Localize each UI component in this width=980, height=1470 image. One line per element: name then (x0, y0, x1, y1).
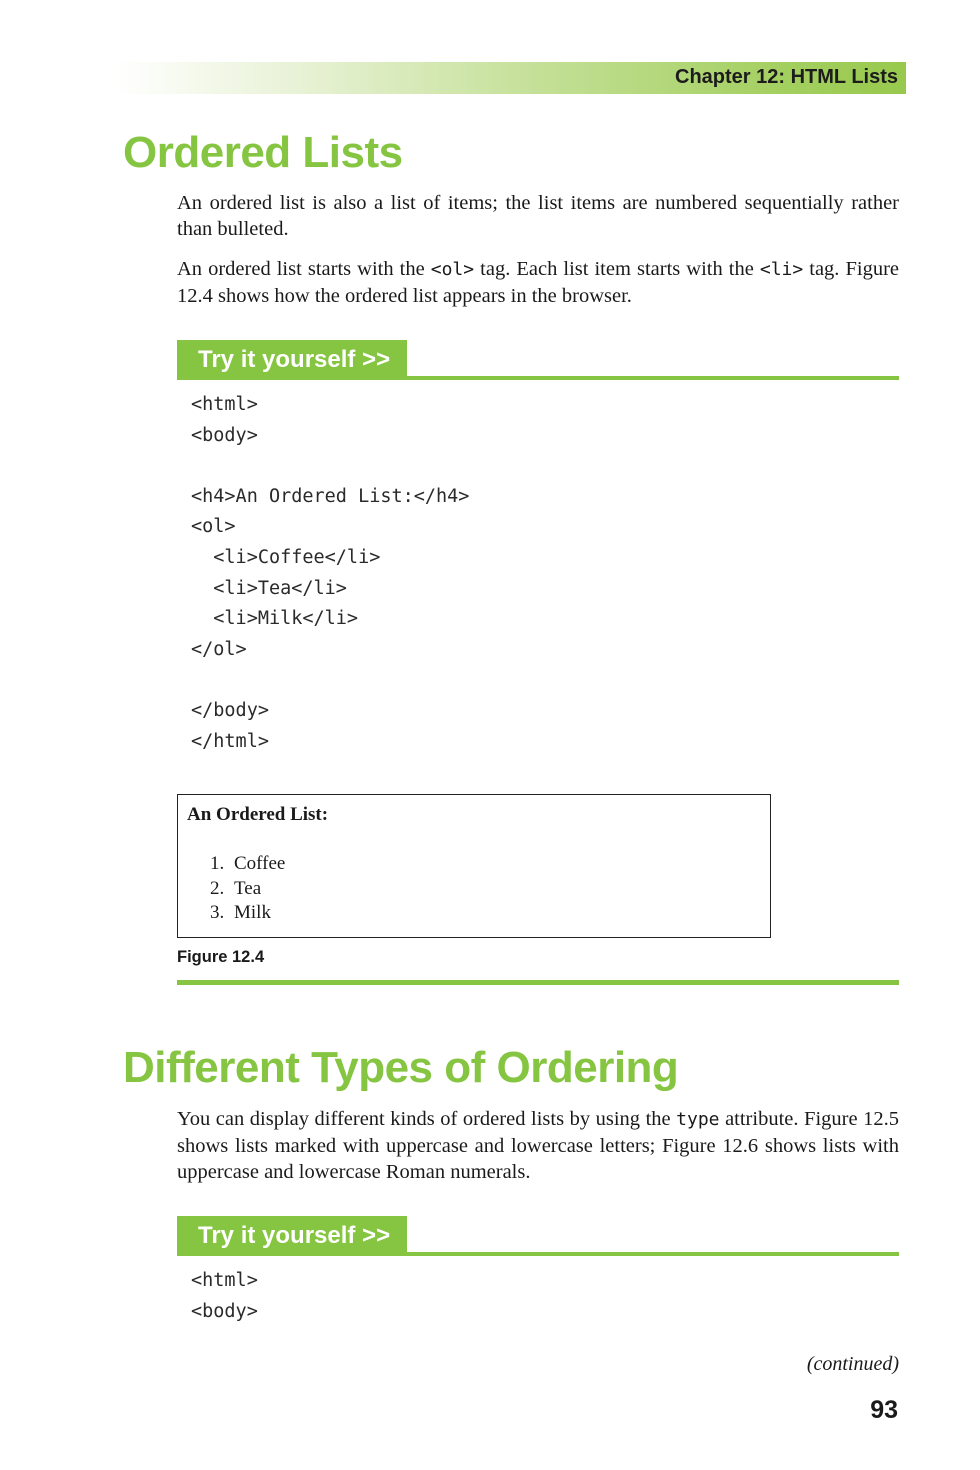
try-it-yourself-banner (177, 1216, 899, 1256)
inline-code-li: <li> (759, 259, 804, 280)
list-item (210, 901, 285, 926)
figure-caption: Figure 12.4 (177, 948, 265, 966)
page-number: 93 (870, 1396, 898, 1424)
chapter-header-bar (115, 62, 906, 94)
code-line: <li>Tea</li> (191, 577, 347, 599)
code-line (191, 451, 469, 482)
banner-rule (407, 376, 899, 380)
code-line: <li>Milk</li> (191, 608, 359, 630)
inline-code-type: type (676, 1109, 720, 1130)
text-span: An ordered list starts with the (177, 258, 431, 280)
code-line: </body> (191, 699, 269, 721)
text-span: tag. Figure 12.4 shows how the ordered list appears in the browser. (177, 258, 899, 307)
figure-browser-output (177, 794, 771, 938)
text-span: attribute. Figure 12.5 shows lists marked with uppercase and lowercase letters; Figure 12.6 shows lists with uppercase and lowercase Roman numerals. (177, 1108, 899, 1183)
code-line: <li>Coffee</li> (191, 546, 381, 568)
code-example-2 (191, 1266, 258, 1327)
list-item-text: Coffee (234, 853, 286, 874)
figure-divider (177, 980, 899, 985)
inline-code-ol: <ol> (430, 259, 475, 280)
try-it-yourself-label: Try it yourself >> (177, 340, 407, 380)
try-it-yourself-banner (177, 340, 899, 380)
try-it-yourself-label: Try it yourself >> (177, 1216, 407, 1256)
continued-note: (continued) (806, 1353, 899, 1375)
code-line (191, 665, 469, 696)
code-line: <html> (191, 1270, 258, 1291)
code-line: <ol> (191, 516, 236, 538)
code-line: <h4>An Ordered List:</h4> (191, 485, 470, 507)
code-line: </html> (191, 730, 269, 752)
code-line: <html> (191, 394, 258, 415)
text-span: You can display different kinds of ordered lists by using the (177, 1108, 677, 1130)
text-span: tag. Each list item starts with the (474, 258, 760, 280)
figure-heading: An Ordered List: (187, 804, 329, 825)
list-item-text: Tea (234, 877, 262, 899)
list-item-number: 2. (210, 877, 225, 899)
intro-paragraph: An ordered list is also a list of items; the list items are numbered sequentially rather than bulleted. (177, 192, 899, 240)
types-paragraph (177, 1106, 899, 1185)
list-item (210, 877, 285, 902)
code-line: <body> (191, 1300, 258, 1322)
list-item-number: 3. (210, 902, 225, 923)
ol-tag-paragraph (177, 256, 899, 309)
list-item-number: 1. (210, 853, 225, 874)
banner-rule (407, 1252, 899, 1256)
code-example-1 (191, 390, 469, 757)
list-item-text: Milk (234, 902, 271, 923)
code-line: <body> (191, 424, 258, 446)
chapter-title: Chapter 12: HTML Lists (675, 66, 898, 88)
section-title-types-of-ordering: Different Types of Ordering (123, 1043, 679, 1092)
code-line: </ol> (191, 638, 247, 660)
list-item (210, 852, 285, 877)
section-title-ordered-lists: Ordered Lists (123, 128, 403, 177)
figure-ordered-list (210, 852, 285, 926)
